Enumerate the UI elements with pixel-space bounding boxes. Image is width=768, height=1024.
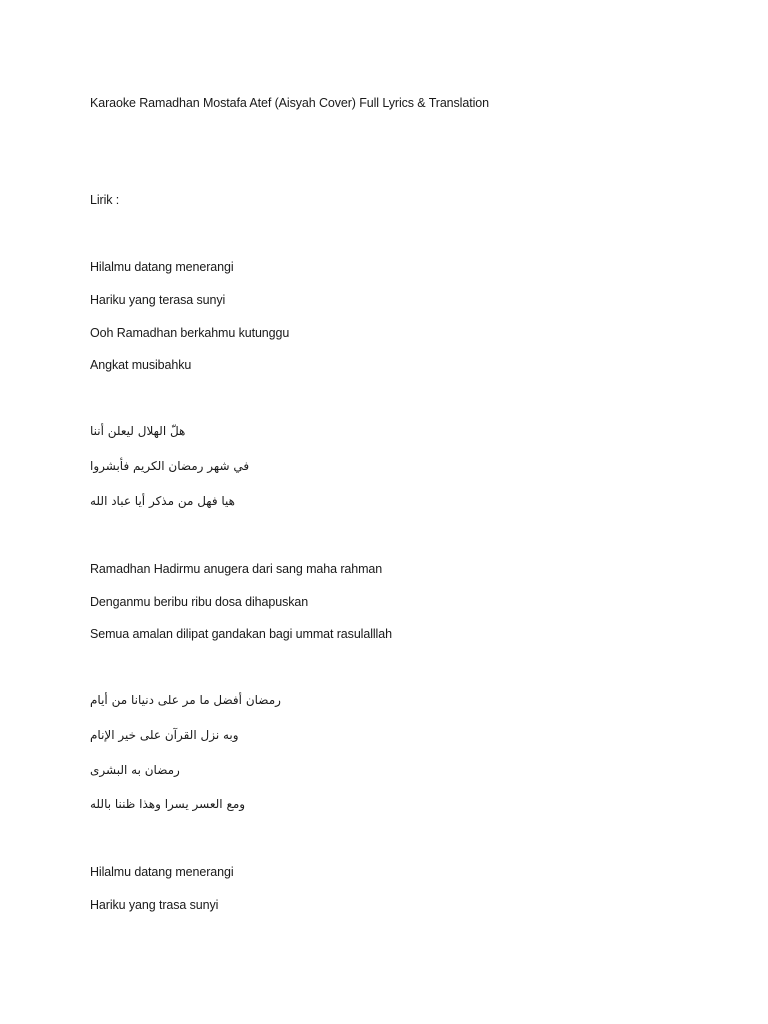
arabic-lyric-line: هلّ الهلال ليعلن أننا: [90, 424, 186, 438]
lyric-line: Semua amalan dilipat gandakan bagi ummat rasulalllah: [90, 627, 392, 641]
lyric-line: Ooh Ramadhan berkahmu kutunggu: [90, 326, 290, 340]
lyric-line: Hilalmu datang menerangi: [90, 260, 234, 274]
lyric-line: Hariku yang terasa sunyi: [90, 293, 226, 307]
arabic-lyric-line: رمضان به البشرى: [90, 763, 180, 777]
lyric-line: Hilalmu datang menerangi: [90, 865, 234, 879]
arabic-lyric-line: رمضان أفضل ما مر على دنيانا من أيام: [90, 693, 281, 707]
document-title: Karaoke Ramadhan Mostafa Atef (Aisyah Cover) Full Lyrics & Translation: [90, 96, 489, 110]
arabic-lyric-line: وبه نزل القرآن على خير الإنام: [90, 728, 239, 742]
lyric-line: Denganmu beribu ribu dosa dihapuskan: [90, 595, 309, 609]
arabic-lyric-line: ومع العسر يسرا وهذا ظننا بالله: [90, 797, 246, 811]
lyric-line: Ramadhan Hadirmu anugera dari sang maha rahman: [90, 562, 383, 576]
lirik-label: Lirik :: [90, 193, 120, 207]
lyric-line: Hariku yang trasa sunyi: [90, 898, 219, 912]
arabic-lyric-line: هيا فهل من مذكر أيا عباد الله: [90, 494, 235, 508]
lyric-line: Angkat musibahku: [90, 358, 192, 372]
arabic-lyric-line: في شهر رمضان الكريم فأبشروا: [90, 459, 250, 473]
